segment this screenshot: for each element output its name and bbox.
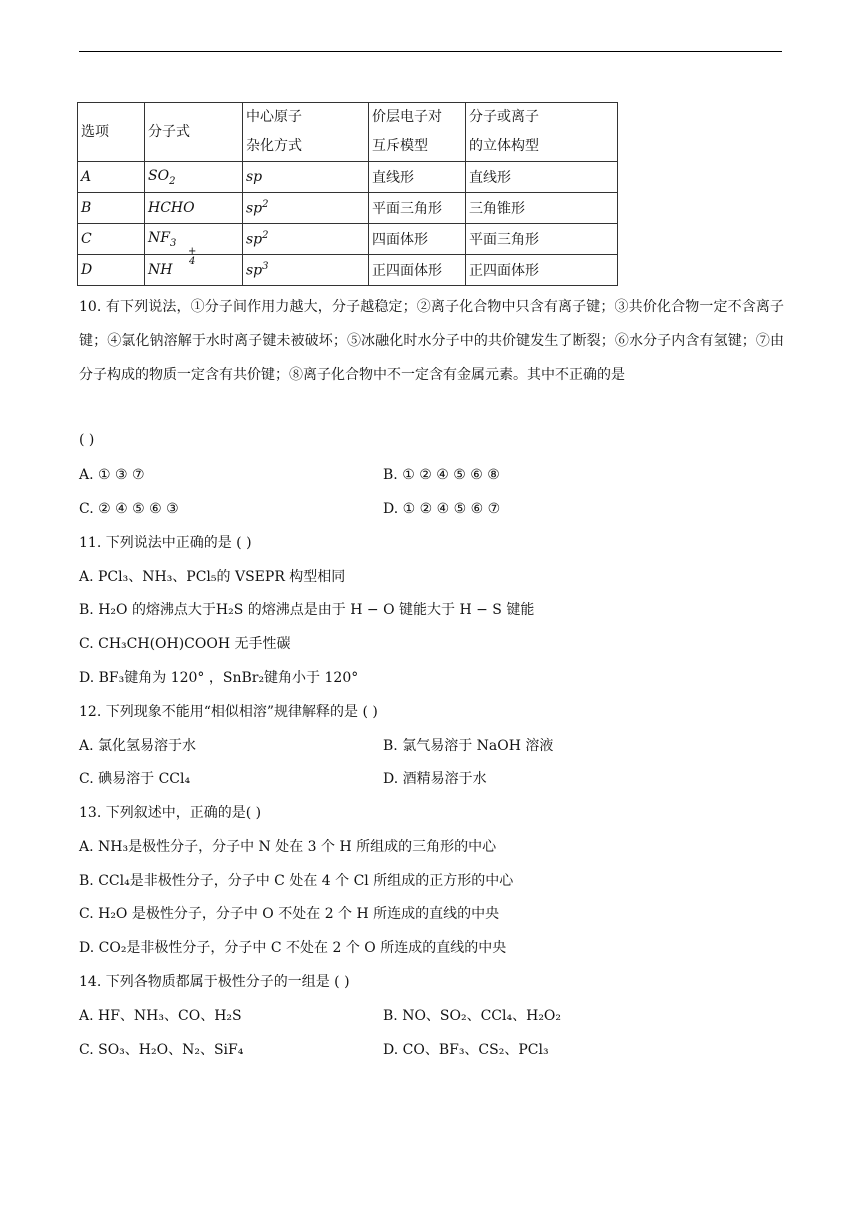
row-vsepr: 正四面体形 [369, 255, 466, 286]
table-row [78, 224, 618, 255]
q10-option-a: A. ① ③ ⑦ [79, 467, 145, 483]
q11-option-b: B. H₂O 的熔沸点大于H₂S 的熔沸点是由于 H − O 键能大于 H − S 键能 [79, 602, 535, 618]
q12-option-d: D. 酒精易溶于水 [383, 771, 487, 787]
row-hybridization: $sp^2$ [243, 193, 369, 224]
row-option: C [78, 224, 145, 255]
row-option: A [78, 162, 145, 193]
row-shape: 平面三角形 [466, 224, 618, 255]
q14-option-d: D. CO、BF₃、CS₂、PCl₃ [383, 1042, 549, 1058]
q13-option-c: C. H₂O 是极性分子，分子中 O 不处在 2 个 H 所连成的直线的中央 [79, 906, 500, 922]
q12-stem: 12. 下列现象不能用“相似相溶”规律解释的是 ( ) [79, 704, 378, 720]
q10-stem: 10. 有下列说法，①分子间作用力越大，分子越稳定；②离子化合物中只含有离子键；③共价化合物一定不含离子键；④氯化钠溶解于水时离子键未被破坏；⑤冰融化时水分子中的共价键发生了断裂；⑥水分子内含有氢键；⑦由分子构成的物质一定含有共价键；⑧离子化合物中不一定含有金属元素。其中不正确的是 [79, 299, 784, 383]
row-hybridization: $sp^2$ [243, 224, 369, 255]
q13-option-b: B. CCl₄是非极性分子，分子中 C 处在 4 个 Cl 所组成的正方形的中心 [79, 873, 514, 889]
table-header-row [78, 103, 618, 162]
row-formula: NH + 4 [145, 255, 243, 286]
q14-option-c: C. SO₃、H₂O、N₂、SiF₄ [79, 1042, 244, 1058]
table-row [78, 193, 618, 224]
row-vsepr: 四面体形 [369, 224, 466, 255]
q11-option-a: A. PCl₃、NH₃、PCl₅的 VSEPR 构型相同 [79, 569, 346, 585]
header-hybridization: 中心原子 杂化方式 [243, 103, 369, 162]
row-vsepr: 直线形 [369, 162, 466, 193]
q10-option-b: B. ① ② ④ ⑤ ⑥ ⑧ [383, 467, 500, 483]
header-geometry: 分子或离子 的立体构型 [466, 103, 618, 162]
q13-option-d: D. CO₂是非极性分子，分子中 C 不处在 2 个 O 所连成的直线的中央 [79, 940, 507, 956]
table-row [78, 162, 618, 193]
q13-stem: 13. 下列叙述中，正确的是( ) [79, 805, 262, 821]
q12-option-a: A. 氯化氢易溶于水 [79, 738, 197, 754]
header-vsepr-model: 价层电子对 互斥模型 [369, 103, 466, 162]
q14-stem: 14. 下列各物质都属于极性分子的一组是 ( ) [79, 974, 350, 990]
row-hybridization: $sp^3$ [243, 255, 369, 286]
row-option: D [78, 255, 145, 286]
q14-option-a: A. HF、NH₃、CO、H₂S [79, 1008, 242, 1024]
header-formula: 分子式 [145, 103, 243, 162]
q13-option-a: A. NH₃是极性分子，分子中 N 处在 3 个 H 所组成的三角形的中心 [79, 839, 497, 855]
row-option: B [78, 193, 145, 224]
q11-option-c: C. CH₃CH(OH)COOH 无手性碳 [79, 636, 291, 652]
q10-paren: ( ) [79, 432, 95, 448]
q10-option-d: D. ① ② ④ ⑤ ⑥ ⑦ [383, 501, 501, 517]
row-formula: HCHO [145, 193, 243, 224]
header-rule [79, 51, 782, 52]
table-row [78, 255, 618, 286]
q10-option-c: C. ② ④ ⑤ ⑥ ③ [79, 501, 179, 517]
header-option: 选项 [78, 103, 145, 162]
row-hybridization: sp [243, 162, 369, 193]
row-formula: $NF_3$ [145, 224, 243, 255]
row-shape: 直线形 [466, 162, 618, 193]
q12-option-b: B. 氯气易溶于 NaOH 溶液 [383, 738, 554, 754]
q14-option-b: B. NO、SO₂、CCl₄、H₂O₂ [383, 1008, 562, 1024]
row-shape: 三角锥形 [466, 193, 618, 224]
row-formula: $SO_2$ [145, 162, 243, 193]
row-vsepr: 平面三角形 [369, 193, 466, 224]
q11-stem: 11. 下列说法中正确的是 ( ) [79, 535, 252, 551]
options-table [77, 102, 618, 286]
row-shape: 正四面体形 [466, 255, 618, 286]
q12-option-c: C. 碘易溶于 CCl₄ [79, 771, 191, 787]
q11-option-d: D. BF₃键角为 120° ，SnBr₂键角小于 120° [79, 670, 359, 686]
